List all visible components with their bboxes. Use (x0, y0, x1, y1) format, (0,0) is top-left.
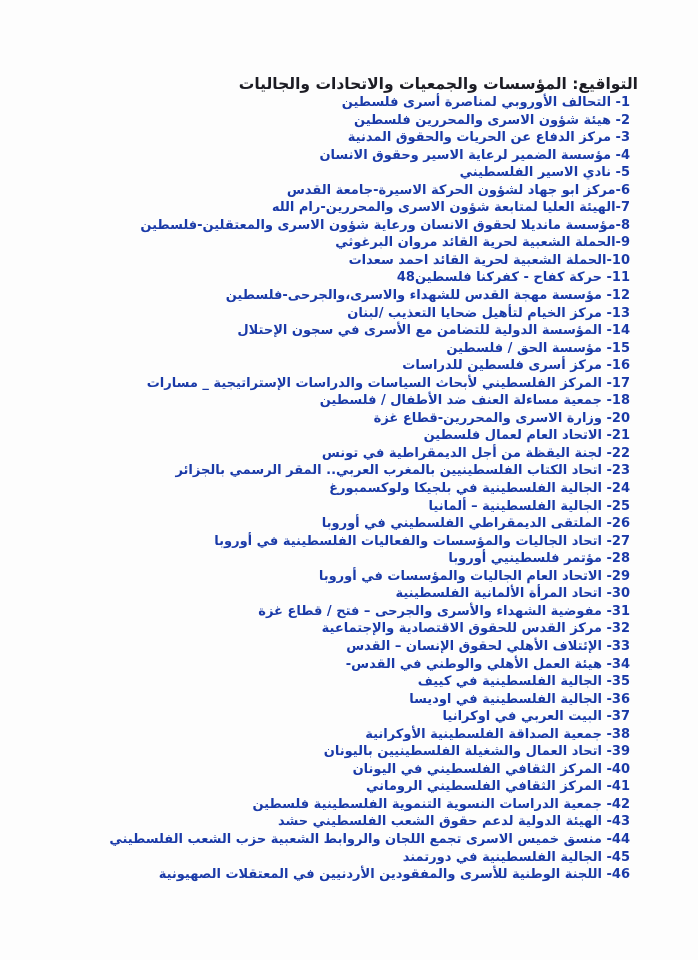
signatory-entry: 29- الاتحاد العام الجاليات والمؤسسات في أوروبا (318, 568, 630, 584)
signatory-entry: 4- مؤسسة الضمير لرعاية الاسير وحقوق الانسان (319, 147, 630, 163)
signatory-entry: 8-مؤسسة مانديلا لحقوق الانسان ورعاية شؤون الاسرى والمعتقلين-فلسطين (140, 217, 630, 233)
signatory-entry: 40- المركز الثقافي الفلسطيني في اليونان (352, 761, 630, 777)
signatory-entry: 13- مركز الخيام لتأهيل ضحايا التعذيب /لبنان (347, 305, 630, 321)
signatory-entry: 1- التحالف الأوروبي لمناصرة أسرى فلسطين (341, 95, 630, 110)
signatory-entry: 16- مركز أسرى فلسطين للدراسات (402, 358, 630, 374)
signatory-entry: 21- الاتحاد العام لعمال فلسطين (423, 428, 630, 444)
signatory-entry: 38- جمعية الصداقة الفلسطينية الأوكرانية (365, 726, 630, 742)
signatory-entry: 31- مفوضية الشهداء والأسرى والجرحى – فتح / قطاع غزة (258, 603, 630, 619)
signatory-entry: 18- جمعية مساءلة العنف ضد الأطفال / فلسطين (319, 393, 630, 409)
signatory-entry: 36- الجالية الفلسطينية في اوديسا (409, 691, 630, 707)
signatory-entry: 42- جمعية الدراسات النسوية التنموية الفلسطينية فلسطين (252, 796, 630, 812)
signatory-entry: 28- مؤتمر فلسطينيي أوروبا (448, 551, 630, 567)
signatory-entry: 22- لجنة اليقظة من أجل الديمقراطية في تونس (321, 445, 630, 461)
signatory-entry: 46- اللجنة الوطنية للأسرى والمفقودين الأردنيين في المعتقلات الصهيونية (158, 867, 630, 883)
signatories-list (109, 94, 630, 884)
signatory-entry: 27- اتحاد الجاليات والمؤسسات والفعاليات الفلسطينية في أوروبا (214, 533, 630, 549)
signatory-entry: 30- اتحاد المرأة الألمانية الفلسطينية (395, 586, 630, 602)
signatory-entry: 5- نادي الاسير الفلسطيني (459, 165, 630, 181)
signatory-entry: 44- منسق خميس الاسرى تجمع اللجان والروابط الشعبية حزب الشعب الفلسطيني (109, 831, 630, 847)
signatory-entry: 11- حركة كفاح - كفركنا فلسطين48 (396, 270, 630, 286)
document-title: التواقيع: المؤسسات والجمعيات والاتحادات والجاليات (238, 75, 638, 93)
signatory-entry: 25- الجالية الفلسطينية – ألمانيا (428, 498, 630, 514)
signatory-entry: 2- هيئة شؤون الاسرى والمحررين فلسطين (354, 112, 630, 128)
signatory-entry: 43- الهيئة الدولية لدعم حقوق الشعب الفلسطيني حشد (278, 814, 630, 830)
signatory-entry: 6-مركز ابو جهاد لشؤون الحركة الاسيرة-جامعة القدس (286, 182, 630, 198)
signatory-entry: 10-الحملة الشعبية لحرية القائد احمد سعدات (348, 252, 630, 268)
signatory-entry: 12- مؤسسة مهجة القدس للشهداء والاسرى،والجرحى-فلسطين (225, 288, 630, 304)
signatory-entry: 37- البيت العربي في اوكرانيا (442, 709, 630, 725)
signatory-entry: 34- هيئة العمل الأهلي والوطني في القدس- (345, 656, 630, 672)
signatory-entry: 9-الحملة الشعبية لحرية القائد مروان البرغوثي (335, 235, 630, 251)
signatory-entry: 26- الملتقى الديمقراطي الفلسطيني في أوروبا (321, 516, 630, 532)
signatory-entry: 17- المركز الفلسطيني لأبحاث السياسات والدراسات الإستراتيجية _ مسارات (146, 375, 630, 391)
signatory-entry: 33- الإئتلاف الأهلي لحقوق الإنسان – القدس (346, 638, 630, 654)
signatory-entry: 3- مركز الدفاع عن الحريات والحقوق المدنية (347, 130, 630, 146)
signatory-entry: 24- الجالية الفلسطينية في بلجيكا ولوكسمبورغ (329, 481, 630, 497)
signatory-entry: 41- المركز الثقافي الفلسطيني الروماني (365, 779, 630, 795)
signatory-entry: 32- مركز القدس للحقوق الاقتصادية والإجتماعية (321, 621, 630, 637)
signatory-entry: 15- مؤسسة الحق / فلسطين (446, 340, 630, 356)
signatory-entry: 14- المؤسسة الدولية للتضامن مع الأسرى في سجون الإحتلال (237, 323, 630, 339)
signatory-entry: 35- الجالية الفلسطينية في كييف (417, 674, 630, 690)
signatory-entry: 39- اتحاد العمال والشغيلة الفلسطينيين باليونان (323, 744, 630, 760)
signatory-entry: 20- وزارة الاسرى والمحررين-قطاع غزة (373, 410, 630, 426)
signatory-entry: 7-الهيئة العليا لمتابعة شؤون الاسرى والمحررين-رام الله (271, 200, 630, 216)
signatory-entry: 45- الجالية الفلسطينية في دورتمند (402, 849, 630, 865)
signatory-entry: 23- اتحاد الكتاب الفلسطينيين بالمغرب العربي.. المقر الرسمي بالجزائر (175, 463, 630, 479)
